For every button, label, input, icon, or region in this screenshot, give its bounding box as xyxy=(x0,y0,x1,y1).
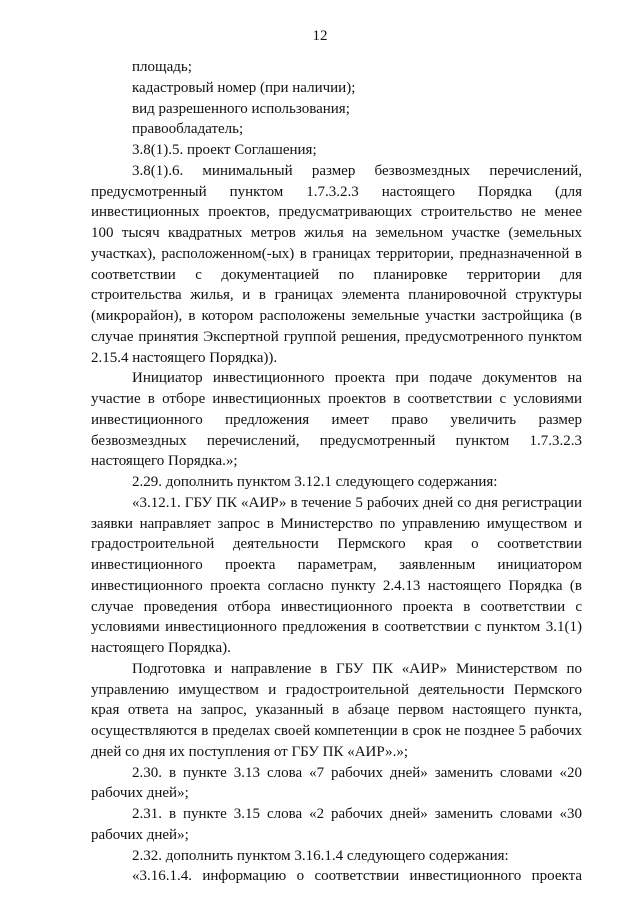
paragraph-3-12-1: «3.12.1. ГБУ ПК «АИР» в течение 5 рабочих дней со дня регистрации заявки направляет запрос в Министерство по управлению имуществом и градостроительной деятельности Пермского края о соответствии инвестиционного проекта параметрам, заявленным инициатором инвестиционного проекта согласно пункту 2.4.13 настоящего Порядка (в случае проведения отбора инвестиционного проекта в соответствии с условиями инвестиционного предложения в соответствии с пунктом 3.1(1) настоящего Порядка). xyxy=(91,494,582,656)
paragraph-2-30: 2.30. в пункте 3.13 слова «7 рабочих дней» заменить словами «20 рабочих дней»; xyxy=(91,764,582,802)
paragraph-3-8-1-5: 3.8(1).5. проект Соглашения; xyxy=(132,142,317,158)
paragraph-area: площадь; xyxy=(132,59,192,75)
paragraph-2-32: 2.32. дополнить пунктом 3.16.1.4 следующего содержания: xyxy=(132,847,509,864)
paragraph-permitted-use: вид разрешенного использования; xyxy=(132,100,350,117)
document-body xyxy=(91,57,582,887)
paragraph-2-31: 2.31. в пункте 3.15 слова «2 рабочих дней» заменить словами «30 рабочих дней»; xyxy=(91,806,582,843)
paragraph-ministry-response: Подготовка и направление в ГБУ ПК «АИР» Министерством по управлению имуществом и градостроительной деятельности Пермского края ответа на запрос, указанный в абзаце первом настоящего пункта, осуществляются в пределах своей компетенции в срок не позднее 5 рабочих дней со дня их поступления от ГБУ ПК «АИР».»; xyxy=(91,660,582,760)
paragraph-right-holder: правообладатель; xyxy=(132,121,244,138)
page-number: 12 xyxy=(312,28,328,44)
paragraph-cadastral-number: кадастровый номер (при наличии); xyxy=(132,79,356,96)
paragraph-3-16-1-4: «3.16.1.4. информацию о соответствии инвестиционного проекта xyxy=(132,868,582,885)
paragraph-initiator-right: Инициатор инвестиционного проекта при подаче документов на участие в отборе инвестиционных проектов в соответствии с условиями инвестиционного предложения имеет право увеличить размер безвозмездных перечислений, предусмотренный пунктом 1.7.3.2.3 настоящего Порядка.»; xyxy=(91,370,582,470)
paragraph-3-8-1-6: 3.8(1).6. минимальный размер безвозмездных перечислений, предусмотренный пунктом 1.7.3.2.3 настоящего Порядка (для инвестиционных проектов, предусматривающих строительство не менее 100 тысяч квадратных метров жилья на земельном участке (земельных участках), расположенном(-ых) в границах территории, предназначенной в соответствии с документацией по планировке территории для строительства жилья, и в границах элемента планировочной структуры (микрорайон), в котором расположены земельные участки застройщика (в случае принятия Экспертной группой решения, предусмотренного пунктом 2.15.4 настоящего Порядка)). xyxy=(91,162,582,366)
paragraph-2-29: 2.29. дополнить пунктом 3.12.1 следующего содержания: xyxy=(132,474,498,490)
